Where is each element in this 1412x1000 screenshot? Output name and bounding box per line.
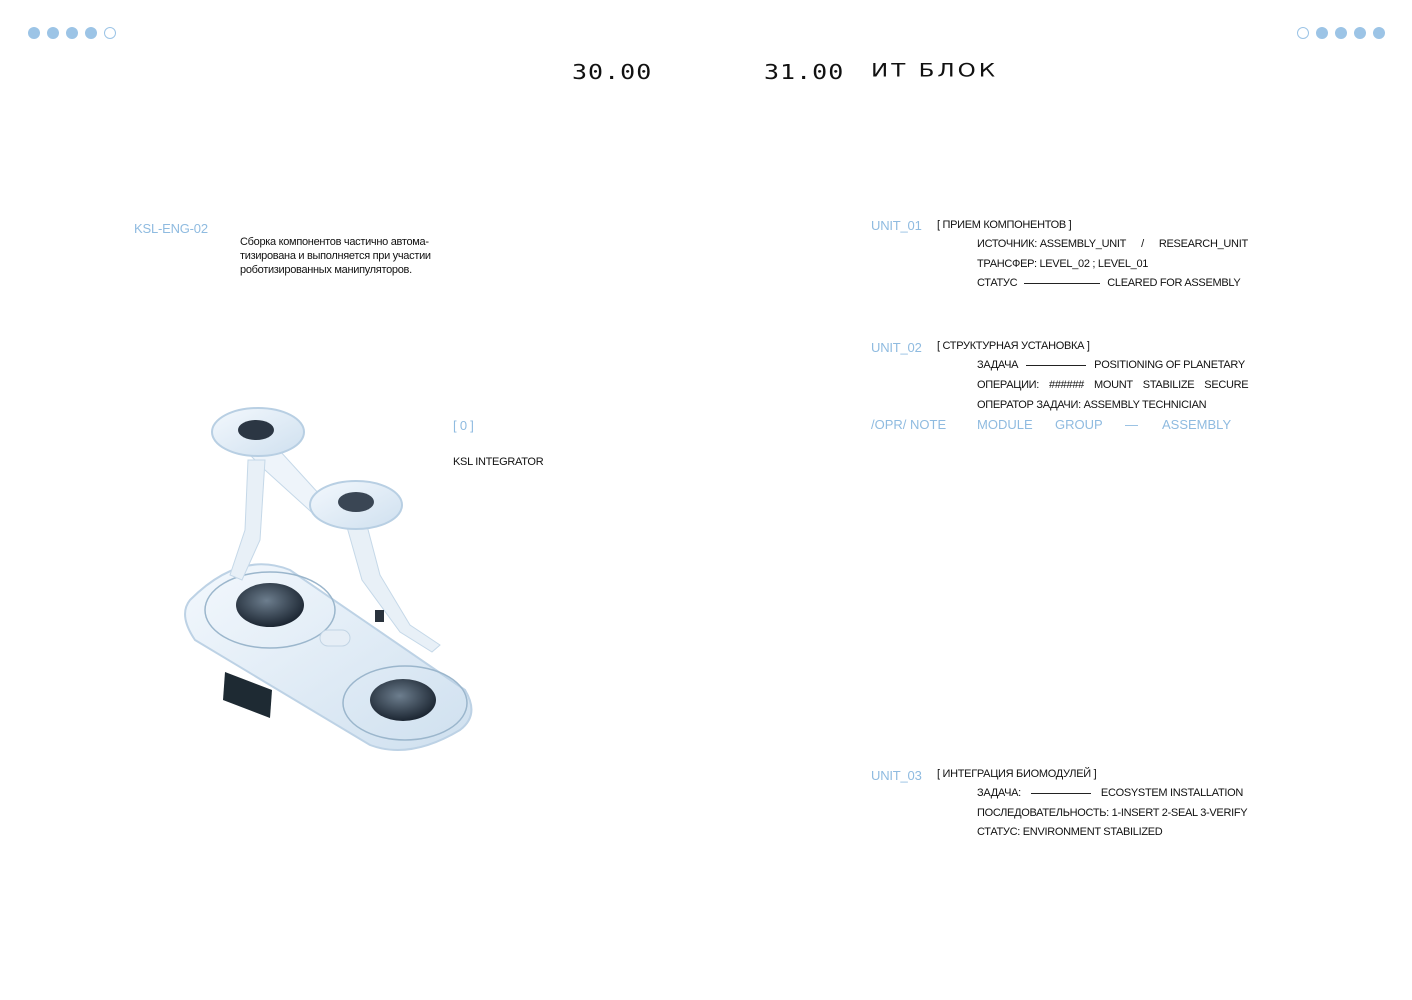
intro-code: KSL-ENG-02: [134, 221, 208, 236]
page-dot-current[interactable]: [104, 27, 116, 39]
unit-03-code: UNIT_03: [871, 768, 922, 783]
unit-02-op: MOUNT: [1093, 379, 1133, 391]
unit-01-status-label: СТАТУС: [977, 277, 1018, 289]
figure-caption: KSL INTEGRATOR: [453, 456, 544, 468]
unit-03-task: [977, 787, 1243, 799]
unit-01-status: [977, 277, 1240, 289]
unit-02-task-label: ЗАДАЧА: [977, 359, 1019, 371]
unit-03-sequence: ПОСЛЕДОВАТЕЛЬНОСТЬ: 1-INSERT 2-SEAL 3-VERIFY: [977, 807, 1248, 819]
unit-01-source-label: ИСТОЧНИК: ASSEMBLY_UNIT: [977, 238, 1127, 250]
unit-02-operations: [977, 379, 1248, 391]
page-dot[interactable]: [1373, 27, 1385, 39]
unit-01-transfer: ТРАНСФЕР: LEVEL_02 ; LEVEL_01: [977, 258, 1149, 270]
page-dot[interactable]: [66, 27, 78, 39]
unit-02-code: UNIT_02: [871, 340, 922, 355]
page-dot[interactable]: [85, 27, 97, 39]
page-title: ИТ БЛОК: [871, 60, 999, 82]
integrator-device-illustration: [170, 400, 480, 760]
unit-01-title: [ ПРИЕМ КОМПОНЕНТОВ ]: [937, 219, 1072, 231]
right-page-dots: [1297, 27, 1385, 39]
note-word: GROUP: [1055, 417, 1103, 432]
page-dot[interactable]: [28, 27, 40, 39]
note-word: —: [1125, 417, 1138, 432]
intro-description: [240, 235, 440, 277]
divider-line: [1024, 283, 1100, 284]
page-dot[interactable]: [1335, 27, 1347, 39]
intro-line: роботизированных манипуляторов.: [240, 264, 412, 276]
time-end: 31.00: [764, 60, 845, 84]
unit-02-ops-label: ОПЕРАЦИИ:: [977, 379, 1040, 391]
figure-index: [ 0 ]: [453, 418, 474, 433]
unit-02-op: SECURE: [1204, 379, 1249, 391]
page-dot[interactable]: [1354, 27, 1366, 39]
note-word: ASSEMBLY: [1162, 417, 1232, 432]
unit-01-source-value: RESEARCH_UNIT: [1158, 238, 1248, 250]
intro-line: Сборка компонентов частично автома-: [240, 236, 429, 248]
note-word: MODULE: [977, 417, 1033, 432]
intro-line: тизирована и выполняется при участии: [240, 250, 431, 262]
unit-03-task-value: ECOSYSTEM INSTALLATION: [1100, 787, 1244, 799]
divider-line: [1031, 793, 1091, 794]
unit-03-title: [ ИНТЕГРАЦИЯ БИОМОДУЛЕЙ ]: [937, 768, 1097, 780]
unit-02-title: [ СТРУКТУРНАЯ УСТАНОВКА ]: [937, 340, 1090, 352]
unit-03-task-label: ЗАДАЧА:: [977, 787, 1021, 799]
page-dot-current[interactable]: [1297, 27, 1309, 39]
unit-01-source-sep: /: [1141, 238, 1144, 250]
time-start: 30.00: [572, 60, 653, 84]
unit-02-op: ######: [1049, 379, 1084, 391]
unit-02-task: [977, 359, 1245, 371]
note-label: /OPR/ NOTE: [871, 417, 947, 432]
unit-01-code: UNIT_01: [871, 218, 922, 233]
page-dot[interactable]: [47, 27, 59, 39]
unit-02-operator: ОПЕРАТОР ЗАДАЧИ: ASSEMBLY TECHNICIAN: [977, 399, 1207, 411]
unit-01-source: [977, 238, 1248, 250]
unit-02-op: STABILIZE: [1142, 379, 1195, 391]
left-page-dots: [28, 27, 116, 39]
divider-line: [1026, 365, 1086, 366]
unit-02-task-value: POSITIONING OF PLANETARY: [1094, 359, 1245, 371]
page-dot[interactable]: [1316, 27, 1328, 39]
unit-01-status-value: CLEARED FOR ASSEMBLY: [1107, 277, 1241, 289]
unit-03-status: СТАТУС: ENVIRONMENT STABILIZED: [977, 826, 1163, 838]
